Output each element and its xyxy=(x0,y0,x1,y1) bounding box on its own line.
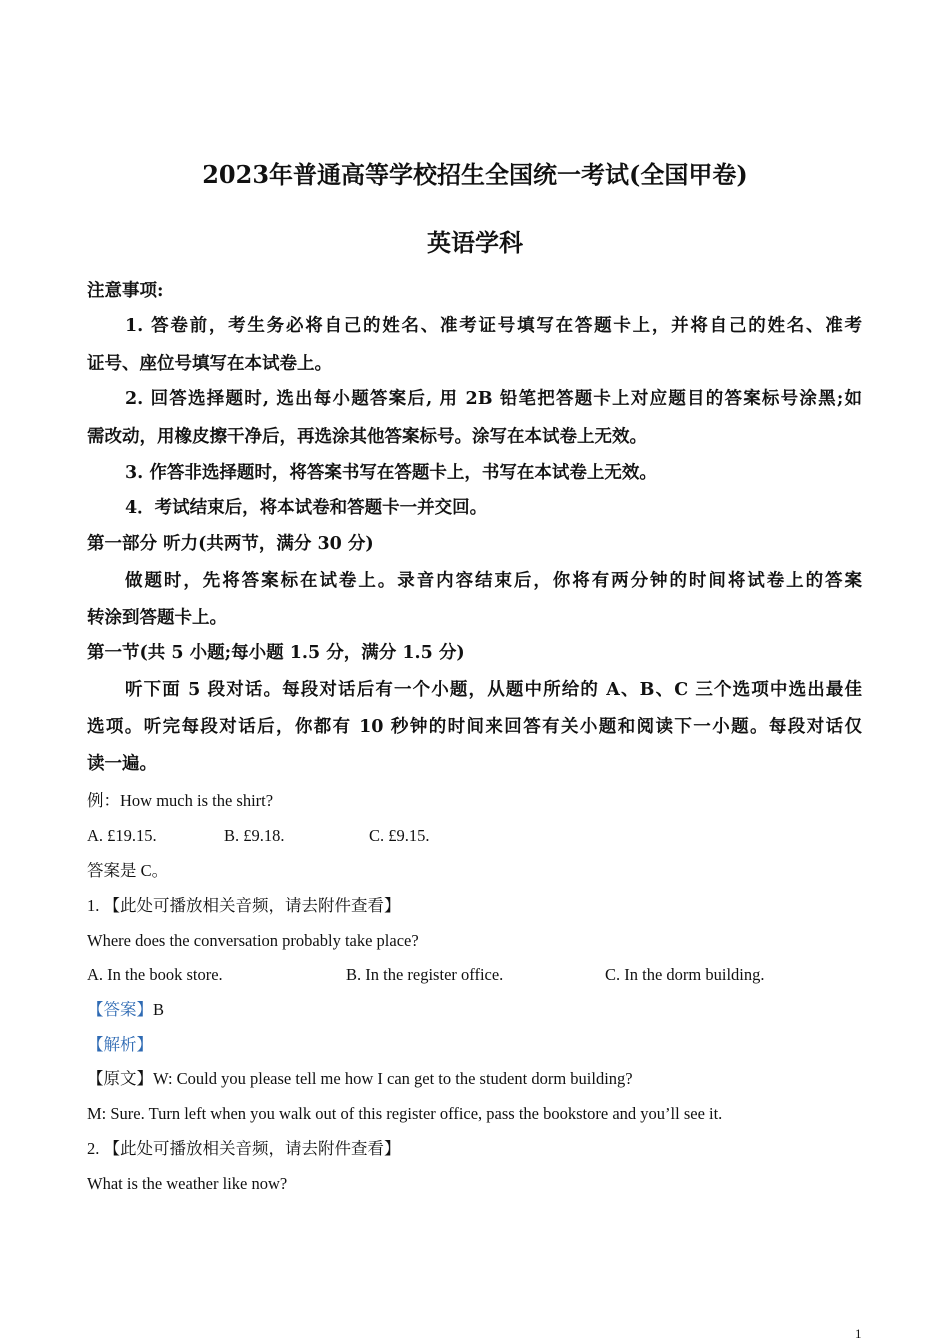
example-answer: 答案是 C。 xyxy=(87,861,169,880)
q1-option-b: B. In the register office. xyxy=(346,965,504,984)
subject-title: 英语学科 xyxy=(427,228,523,257)
example-option-c: C. £9.15. xyxy=(369,826,430,845)
notice-item-1-line-2: 证号、座位号填写在本试卷上。 xyxy=(87,354,332,374)
q2-question: What is the weather like now? xyxy=(87,1174,288,1193)
example-question: 例：How much is the shirt? xyxy=(87,791,274,810)
section1-intro-line-2: 选项。听完每段对话后，你都有 10 秒钟的时间来回答有关小题和阅读下一小题。每段对话仅 xyxy=(87,717,862,737)
analysis-label: 【解析】 xyxy=(87,1035,153,1054)
notice-item-4: 4．考试结束后，将本试卷和答题卡一并交回。 xyxy=(125,498,488,518)
q1-original-w xyxy=(87,1067,862,1091)
q1-option-c: C. In the dorm building. xyxy=(605,965,765,984)
example-option-b: B. £9.18. xyxy=(224,826,285,845)
q2-audio-note: 2. 【此处可播放相关音频，请去附件查看】 xyxy=(87,1139,401,1158)
part1-intro-line-1: 做题时，先将答案标在试卷上。录音内容结束后，你将有两分钟的时间将试卷上的答案 xyxy=(125,571,862,591)
q1-answer-line xyxy=(87,998,862,1022)
q1-audio-note: 1. 【此处可播放相关音频，请去附件查看】 xyxy=(87,896,401,915)
part1-heading: 第一部分 听力(共两节，满分 30 分) xyxy=(87,534,374,554)
page-number: 1 xyxy=(855,1326,862,1341)
example-option-a: A. £19.15. xyxy=(87,826,157,845)
section1-heading: 第一节(共 5 小题;每小题 1.5 分，满分 1.5 分) xyxy=(87,643,465,663)
section1-intro-line-1: 听下面 5 段对话。每段对话后有一个小题，从题中所给的 A、B、C 三个选项中选出最佳 xyxy=(125,680,862,700)
part1-intro-line-2: 转涂到答题卡上。 xyxy=(87,608,227,628)
q1-option-a: A. In the book store. xyxy=(87,965,223,984)
original-label: 【原文】 xyxy=(87,1069,153,1088)
q1-original-m: M: Sure. Turn left when you walk out of this register office, pass the bookstore and you’ll see it. xyxy=(87,1104,723,1123)
original-w-text: W: Could you please tell me how I can get to the student dorm building? xyxy=(153,1069,633,1088)
notice-item-2-line-1: 2. 回答选择题时, 选出每小题答案后, 用 2B 铅笔把答题卡上对应题目的答案标号涂黑;如 xyxy=(125,389,862,409)
q1-question: Where does the conversation probably take place? xyxy=(87,931,419,950)
notice-item-3: 3. 作答非选择题时，将答案书写在答题卡上，书写在本试卷上无效。 xyxy=(125,463,657,483)
exam-title: 2023年普通高等学校招生全国统一考试(全国甲卷) xyxy=(202,160,748,189)
notice-item-2-line-2: 需改动，用橡皮擦干净后，再选涂其他答案标号。涂写在本试卷上无效。 xyxy=(87,427,647,447)
notice-heading: 注意事项: xyxy=(87,281,164,301)
answer-label: 【答案】 xyxy=(87,1000,153,1019)
section1-intro-line-3: 读一遍。 xyxy=(87,754,157,774)
notice-item-1-line-1: 1. 答卷前，考生务必将自己的姓名、准考证号填写在答题卡上，并将自己的姓名、准考 xyxy=(125,316,862,336)
answer-value: B xyxy=(153,1000,165,1019)
